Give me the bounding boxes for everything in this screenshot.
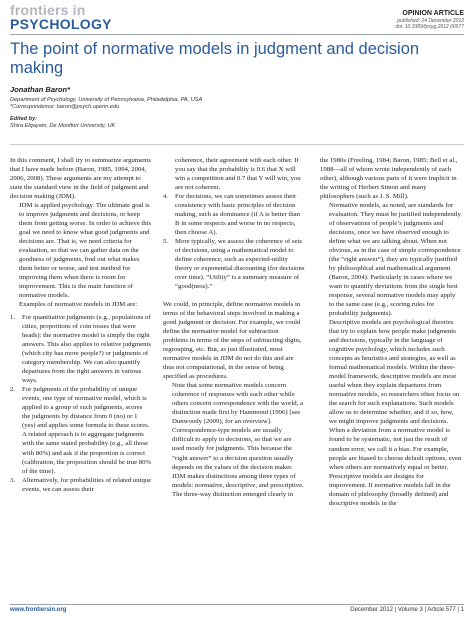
paragraph: Normative models, as noted, are standards for evaluation. They must be justified independently of observations of people’s judgments and decisions, once we have observed enough to define what we are talking about. When not obvious, as in the case of simple correspondence (the “right answer”), they are typically justified by philosophical and mathematical argument (Baron, 2004). Particularly in cases where we want to quantify deviations from the single best response, several normative models may apply to the same case (e.g., scoring rules for probability judgments).	[329, 202, 461, 318]
paragraph: Descriptive models are psychological theories that try to explain how people make judgments and decisions, typically in the language of cognitive psychology, which includes such concepts as heuristics and strategies, as well as formal mathematical models. Within the three-model framework, descriptive models are most useful when they explain departures from normative models, so researchers often focus on the search for such explanations. Such models allow us to determine whether, and if so, how, we might improve judgments and decisions. When a deviation from a normative model is found to be systematic, not just the result of random error, we call it a bias. For example, people are biased to choose default options, even when others are normatively equal or better.	[329, 319, 462, 471]
footer-issue-info: December 2012 | Volume 3 | Article 577 | 1	[350, 607, 464, 613]
paragraph: Prescriptive models are designs for improvement. If normative models fall in the domain of philosophy (broadly defined) and descriptive models in the	[329, 472, 451, 507]
author-name: Jonathan Baron*	[10, 85, 71, 94]
paragraph: the 1980s (Freeling, 1984; Baron, 1985; Bell et al., 1988—all of whom wrote independently of each other), although various parts of it were implicit in the writing of Herbert Simon and many philosophers (such as J. S. Mill).	[320, 157, 458, 201]
doi[interactable]: doi: 10.3389/fpsyg.2012.00577	[395, 24, 464, 30]
list-number: 1.	[10, 314, 16, 322]
list-item	[10, 385, 152, 475]
edited-by-label: Edited by:	[10, 116, 38, 122]
title-rule	[10, 144, 464, 145]
footer-site-link[interactable]: www.frontiersin.org	[10, 607, 67, 613]
list-item-text: For judgments of the probability of unique events, one type of normative model, which is applied to a group of such judgments, scores the judgments by distance from 0 (no) or 1 (yes) and applies some formula to these scores. A related approach is to aggregate judgments with the same stated probability (e.g., all those with 80%) and ask if the proportion is correct (calibration, the proposition should be true 80% of the time).	[22, 386, 152, 475]
journal-brand-line1: frontiers in	[10, 2, 86, 18]
list-item-text: For quantitative judgments (e.g., populations of cities, proportions of coin tosses that were heads): the normative model is simply the right answers. This also applies to relative judgments (which city has more people?) or judgments of category membership. We can also quantify departures from the right answers in various ways.	[22, 314, 152, 385]
journal-brand-line2: PSYCHOLOGY	[10, 16, 112, 32]
list-item-continuation: coherence, their agreement with each other. If you say that the probability is 0.6 that X will win a competition and 0.7 that Y will win, you are not coherent.	[175, 157, 301, 192]
list-number: 3.	[10, 476, 16, 484]
paragraph: Note that some normative models concern coherence of responses with each other while others concern correspondence with the world, a distinction made first by Hammond (1996) [see Dunwoody (2009), for an overview]. Correspondence-type models are usually difficult to apply to decisions, so that we are used mostly for judgments. This because the “right answer” to a decision question usually depends on the values of the decision maker.	[172, 382, 304, 471]
editor-name: Shira Elqayam, De Montfort University, UK	[10, 123, 116, 129]
list-item	[10, 313, 152, 385]
article-meta	[395, 9, 464, 30]
paragraph: We could, in principle, define normative models in terms of the behavioral steps involved in making a good judgment or decision. For example, we could define the normative model for subtraction problems in terms of the steps of subtracting digits, regrouping, etc. But, as just illustrated, most normative models in JDM do not do this and are thus not computational, in the sense of being specified as procedures.	[163, 301, 302, 381]
list-number: 2.	[10, 386, 16, 394]
paragraph: JDM makes distinctions among three types of models: normative, descriptive, and prescriptive. The three-way distinction emerged clearly in	[172, 472, 304, 498]
affiliation-correspondence[interactable]: *Correspondence: baron@psych.upenn.edu	[10, 104, 120, 110]
paragraph: JDM is applied psychology. The ultimate goal is to improve judgments and decisions, or keep them from getting worse. In order to achieve this goal we need to know what good judgments and decisions are. That is, we need criteria for evaluation, so that we can gather data on the goodness of judgments, find out what makes them better or worse, and test method for improving them when there is room for improvement. This is the main function of normative models.	[19, 202, 152, 300]
list-item	[10, 476, 152, 494]
article-title: The point of normative models in judgment and decision making	[10, 40, 420, 77]
article-type: OPINION ARTICLE	[402, 10, 464, 17]
paragraph: In this comment, I shall try to summarize arguments that I have made before (Baron, 1985, 1994, 2004, 2006, 2008). These arguments are my attempt to state the standard view in the field of judgment and decision making (JDM).	[10, 157, 152, 201]
list-number: 4.	[163, 193, 169, 201]
affiliation-block	[10, 97, 310, 130]
body-column-1	[10, 156, 152, 494]
body-column-2	[163, 156, 305, 499]
list-item	[163, 237, 305, 291]
footer-rule	[10, 604, 464, 605]
body-column-3	[320, 156, 462, 508]
published-date: published: 24 December 2012	[397, 18, 464, 24]
list-item-text: For decisions, we can sometimes assess their consistency with basic principles of decision making, such as dominance (if A is better than B in some respects and worse in no respects, then choose A).	[175, 193, 301, 237]
header-rule	[10, 34, 464, 35]
list-item-text: Alternatively, for probabilities of related unique events, we can assess their	[22, 476, 152, 493]
list-item-text: More typically, we assess the coherence of sets of decisions, using a mathematical model to define coherence, such as expected-utility theory or exponential discounting (for decisions over time). “Utility” is a summary measure of “good(ness).”	[175, 238, 305, 291]
list-item	[163, 192, 305, 237]
affiliation-department: Department of Psychology, University of Pennsylvania, Philadelphia, PA, USA	[10, 97, 203, 103]
paragraph: Examples of normative models in JDM are:	[19, 301, 138, 309]
list-number: 5.	[163, 238, 169, 246]
